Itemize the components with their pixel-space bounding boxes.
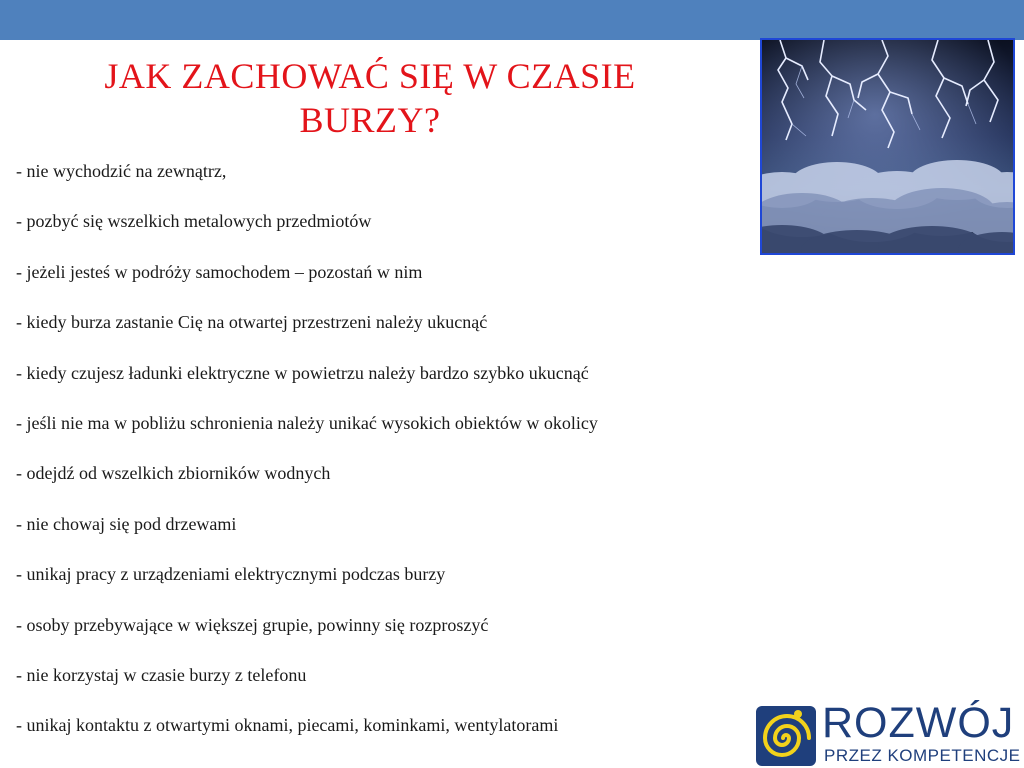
bullet-item: - kiedy burza zastanie Cię na otwartej przestrzeni należy ukucnąć bbox=[16, 312, 488, 333]
bullet-item: - jeżeli jesteś w podróży samochodem – pozostań w nim bbox=[16, 261, 423, 282]
bullet-item: - osoby przebywające w większej grupie, powinny się rozproszyć bbox=[16, 614, 489, 635]
bullet-item: - unikaj kontaktu z otwartymi oknami, piecami, kominkami, wentylatorami bbox=[16, 715, 559, 736]
bullet-item: - jeśli nie ma w pobliżu schronienia należy unikać wysokich obiektów w okolicy bbox=[16, 412, 598, 433]
logo-tagline: PRZEZ KOMPETENCJE bbox=[824, 746, 1021, 765]
bullet-item: - nie chowaj się pod drzewami bbox=[16, 513, 237, 534]
bullet-item: - nie wychodzić na zewnątrz, bbox=[16, 161, 227, 181]
rozwoj-logo bbox=[754, 700, 1024, 768]
bullet-list bbox=[16, 157, 776, 762]
slide-title: JAK ZACHOWAĆ SIĘ W CZASIE BURZY? bbox=[104, 56, 636, 140]
bullet-item: - kiedy czujesz ładunki elektryczne w powietrzu należy bardzo szybko ukucnąć bbox=[16, 362, 589, 383]
bullet-item: - pozbyć się wszelkich metalowych przedmiotów bbox=[16, 211, 372, 232]
storm-photo bbox=[760, 38, 1015, 255]
header-band bbox=[0, 0, 1024, 40]
bullet-item: - nie korzystaj w czasie burzy z telefonu bbox=[16, 664, 307, 685]
lightning-clouds-illustration bbox=[762, 40, 1013, 253]
logo-spiral-icon bbox=[754, 704, 818, 768]
logo-word: ROZWÓJ bbox=[822, 699, 1015, 747]
bullet-item: - unikaj pracy z urządzeniami elektrycznymi podczas burzy bbox=[16, 564, 446, 585]
bullet-item: - odejdź od wszelkich zbiorników wodnych bbox=[16, 463, 331, 484]
